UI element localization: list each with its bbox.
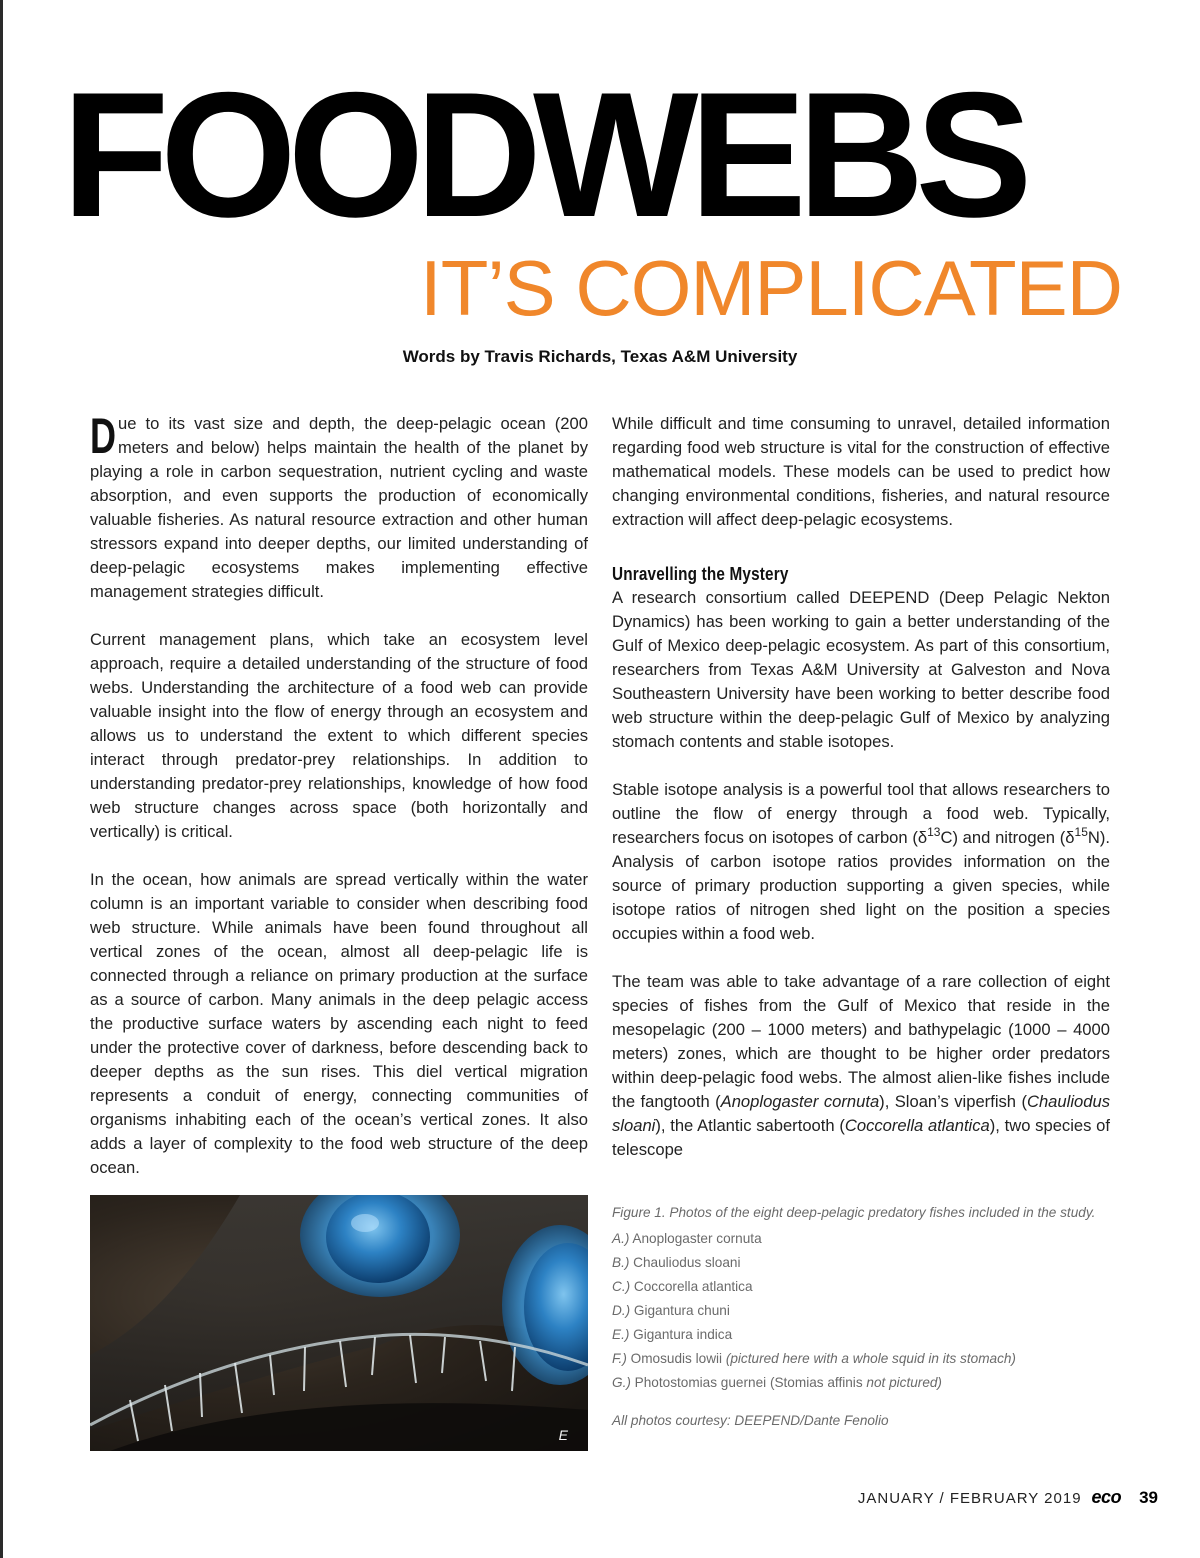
text-run: The team was able to take advantage of a rare collection of eight species of fishes from the Gulf of Mexico that reside in the mesopelagic (200 – 1000 meters) and bathypelagic (1000 – 4000 meters) zones, which are thought to be higher order predators within deep-pelagic food webs. The almost alien-like fishes include the fangtooth (: [612, 972, 1110, 1111]
item-name: Omosudis lowii: [630, 1351, 723, 1366]
item-note: (: [769, 1375, 775, 1390]
item-letter: E.): [612, 1327, 630, 1342]
caption-item: [612, 1227, 1117, 1251]
item-letter: B.): [612, 1255, 630, 1270]
superscript: 15: [1074, 825, 1088, 839]
paragraph: In the ocean, how animals are spread vertically within the water column is an important variable to consider when describing food web structure. While animals have been found throughout all vertical zones of the ocean, almost all deep-pelagic life is connected through a reliance on primary production at the surface as a source of carbon. Many animals in the deep pelagic access the productive surface waters by ascending each night to feed under the protective cover of darkness, before descending back to deeper depths as the sun rises. This diel vertical migration represents a conduit of energy, connecting communities of organisms inhabiting each of the ocean’s vertical zones. It also adds a layer of complexity to the food web structure of the deep ocean.: [90, 870, 588, 1177]
figure-caption: [612, 1203, 1117, 1433]
text-run: ), Sloan’s viperfish (: [879, 1092, 1027, 1111]
item-letter: A.): [612, 1231, 630, 1246]
paragraph: [612, 778, 1110, 946]
page-footer: [858, 1487, 1158, 1508]
item-note-species: Stomias affinis: [774, 1375, 863, 1390]
species-name: Chauliodus sloani: [612, 1092, 1110, 1135]
item-letter: D.): [612, 1303, 631, 1318]
item-name: Gigantura indica: [633, 1327, 733, 1342]
paragraph: Current management plans, which take an ecosystem level approach, require a detailed understanding of the structure of food webs. Understanding the architecture of a food web can provide valuable insight into the flow of energy through an ecosystem and allows us to understand the extent to which different species interact through predator-prey relationships. In addition to understanding predator-prey relationships, knowledge of how food web structure changes across space (both horizontally and vertically) is critical.: [90, 630, 588, 841]
byline: Words by Travis Richards, Texas A&M University: [402, 347, 798, 366]
text-run: N). Analysis of carbon isotope ratios provides information on the source of primary production supporting a given species, while isotope ratios of nitrogen shed light on the position a species occupies within a food web.: [612, 828, 1110, 943]
item-name: Chauliodus sloani: [633, 1255, 741, 1270]
caption-item: [612, 1251, 1117, 1275]
caption-item: [612, 1323, 1117, 1347]
right-column: [612, 412, 1110, 1186]
page-edge-rule: [0, 0, 3, 1558]
section-heading: Unravelling the Mystery: [612, 564, 789, 584]
text-run: ), two species of telescope: [612, 1116, 1110, 1159]
item-name: Photostomias guernei: [634, 1375, 767, 1390]
paragraph: [90, 408, 588, 604]
item-letter: F.): [612, 1351, 627, 1366]
caption-title: Figure 1. Photos of the eight deep-pelagic predatory fishes included in the study.: [612, 1205, 1096, 1220]
caption-item: [612, 1299, 1117, 1323]
paragraph: While difficult and time consuming to unravel, detailed information regarding food web structure is vital for the construction of effective mathematical models. These models can be used to predict how changing environmental conditions, fisheries, and natural resource extraction will affect deep-pelagic ecosystems.: [612, 414, 1110, 529]
article-subtitle: IT’S COMPLICATED: [420, 244, 1122, 332]
text-run: Stable isotope analysis is a powerful tool that allows researchers to outline the flow of energy through a food web. Typically, researchers focus on isotopes of carbon (δ: [612, 780, 1110, 847]
item-note: (pictured here with a whole squid in its stomach): [725, 1351, 1016, 1366]
article-title: FOODWEBS: [62, 55, 1024, 254]
caption-item: [612, 1275, 1117, 1299]
item-letter: C.): [612, 1279, 631, 1294]
species-name: Anoplogaster cornuta: [720, 1092, 880, 1111]
paragraph-text: ue to its vast size and depth, the deep-pelagic ocean (200 meters and below) helps maintain the health of the planet by playing a role in carbon sequestration, nutrient cycling and waste absorption, and even supports the production of economically valuable fisheries. As natural resource extraction and other human stressors expand into deeper depths, our limited understanding of deep-pelagic ecosystems makes implementing effective management strategies difficult.: [90, 414, 588, 601]
drop-cap: D: [90, 408, 116, 464]
caption-item: [612, 1347, 1117, 1371]
page-number: 39: [1139, 1488, 1158, 1507]
paragraph: [612, 970, 1110, 1162]
fish-illustration: [90, 1195, 588, 1451]
paragraph: A research consortium called DEEPEND (Deep Pelagic Nekton Dynamics) has been working to gain a better understanding of the Gulf of Mexico deep-pelagic ecosystem. As part of this consortium, researchers from Texas A&M University at Galveston and Nova Southeastern University have been working to better describe food web structure within the deep-pelagic Gulf of Mexico by analyzing stomach contents and stable isotopes.: [612, 588, 1110, 751]
item-name: Coccorella atlantica: [633, 1279, 753, 1294]
photo-credit: All photos courtesy: DEEPEND/Dante Fenolio: [612, 1413, 889, 1428]
text-run: ), the Atlantic sabertooth (: [655, 1116, 845, 1135]
item-note: not pictured): [862, 1375, 942, 1390]
photo-label: E: [558, 1427, 568, 1443]
left-column: [90, 408, 588, 1204]
item-letter: G.): [612, 1375, 631, 1390]
item-name: Anoplogaster cornuta: [632, 1231, 762, 1246]
superscript: 13: [927, 825, 941, 839]
magazine-logo: eco: [1091, 1487, 1122, 1507]
item-name: Gigantura chuni: [633, 1303, 730, 1318]
caption-item: [612, 1371, 1117, 1395]
fish-photo: [90, 1195, 588, 1451]
species-name: Coccorella atlantica: [844, 1116, 990, 1135]
text-run: C) and nitrogen (δ: [940, 828, 1075, 847]
issue-date: JANUARY / FEBRUARY 2019: [857, 1490, 1082, 1507]
